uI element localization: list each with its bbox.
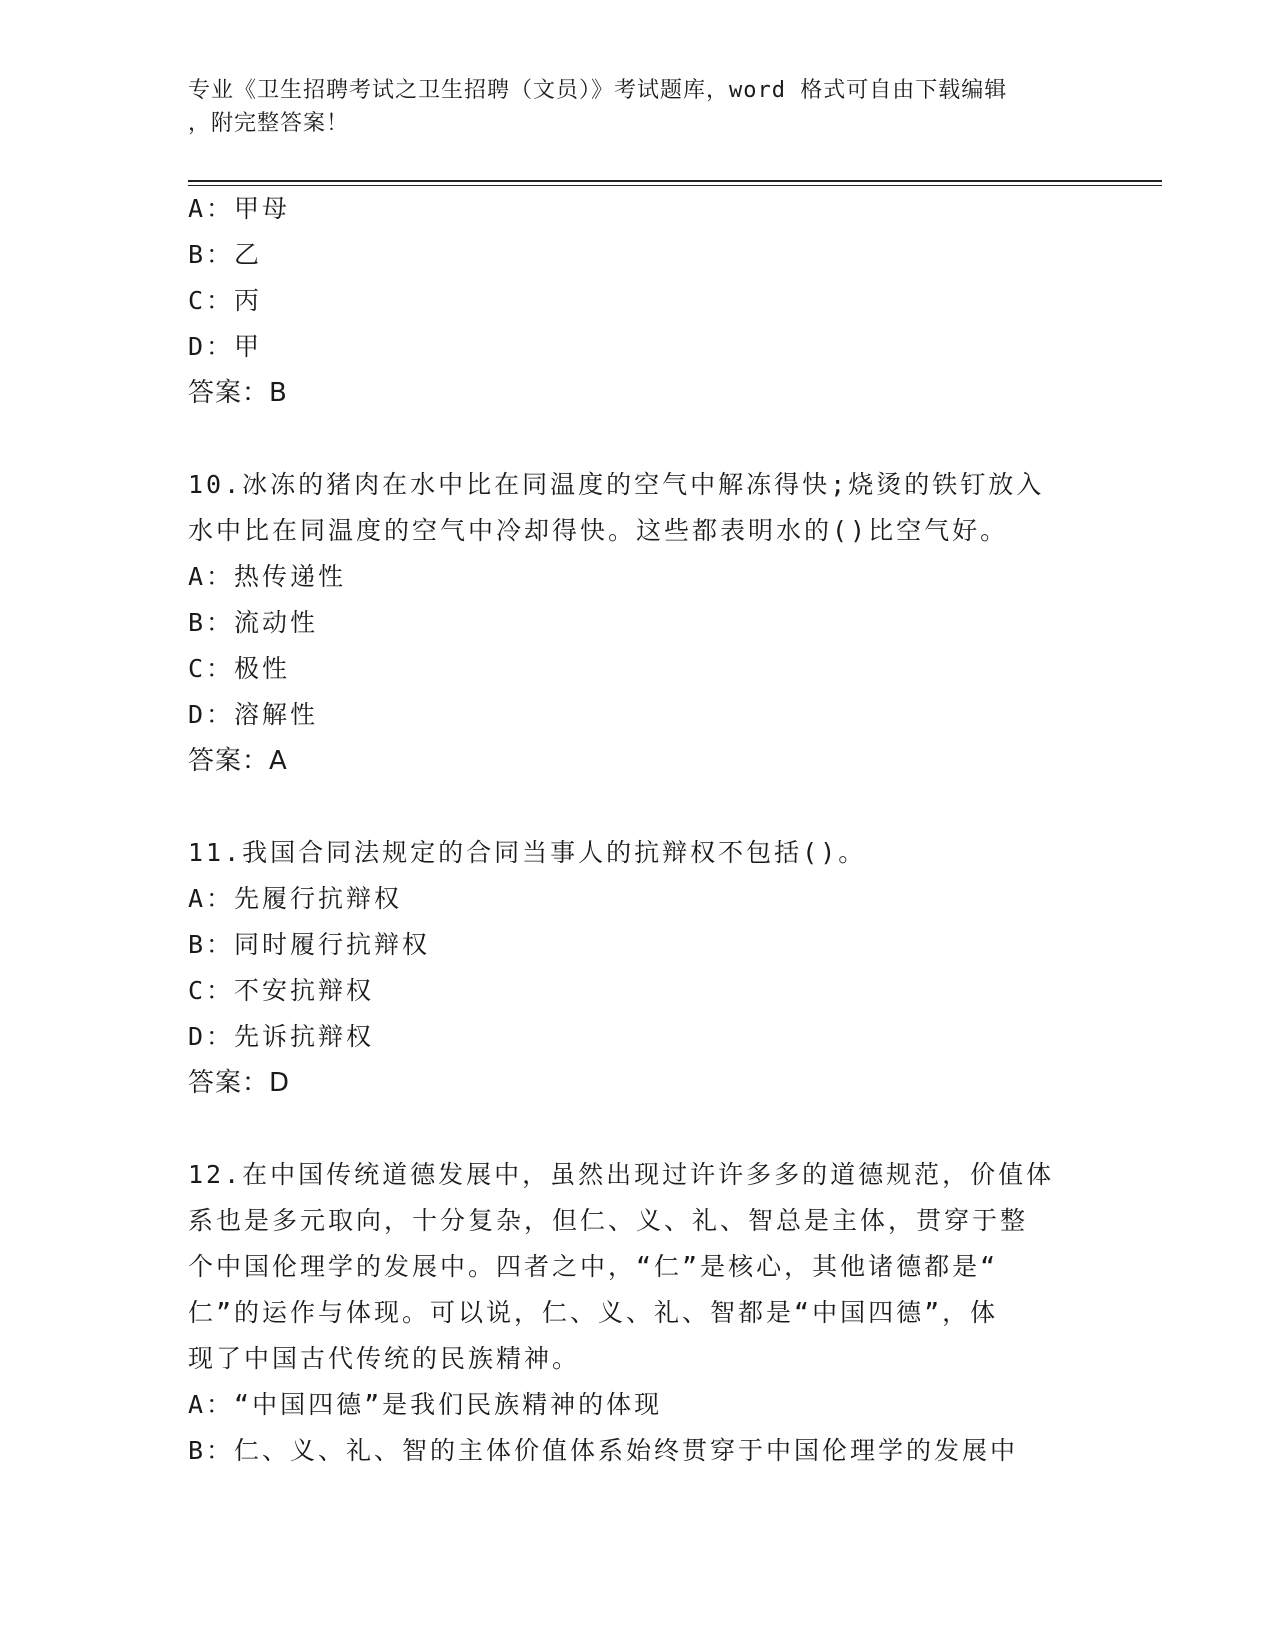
- option-a: A：“中国四德”是我们民族精神的体现: [188, 1390, 663, 1419]
- option-b: B：仁、义、礼、智的主体价值体系始终贯穿于中国伦理学的发展中: [188, 1436, 1019, 1465]
- spacer: [188, 416, 1088, 462]
- option-d: D：先诉抗辩权: [188, 1022, 375, 1051]
- option-b: B：同时履行抗辩权: [188, 930, 431, 959]
- question-text-line: 现了中国古代传统的民族精神。: [188, 1344, 581, 1373]
- option-a: A：甲母: [188, 194, 291, 223]
- answer-label: 答案：B: [188, 378, 288, 408]
- question-text-line: 11.我国合同法规定的合同当事人的抗辩权不包括()。: [188, 838, 867, 867]
- question-text-line: 水中比在同温度的空气中冷却得快。这些都表明水的()比空气好。: [188, 516, 1009, 545]
- question-9: [188, 186, 1088, 416]
- option-b: B：流动性: [188, 608, 319, 637]
- question-10: [188, 462, 1088, 784]
- option-c: C：不安抗辩权: [188, 976, 375, 1005]
- question-text-line: 10.冰冻的猪肉在水中比在同温度的空气中解冻得快;烧烫的铁钉放入: [188, 470, 1045, 499]
- question-text-line: 12.在中国传统道德发展中，虽然出现过许许多多的道德规范，价值体: [188, 1160, 1055, 1189]
- option-c: C：极性: [188, 654, 291, 683]
- spacer: [188, 784, 1088, 830]
- header-line-2: ，附完整答案！: [188, 111, 350, 136]
- question-text-line: 个中国伦理学的发展中。四者之中，“仁”是核心，其他诸德都是“: [188, 1252, 999, 1281]
- option-d: D：溶解性: [188, 700, 319, 729]
- question-12: [188, 1152, 1088, 1474]
- question-text-line: 仁”的运作与体现。可以说，仁、义、礼、智都是“中国四德”，体: [188, 1298, 999, 1327]
- spacer: [188, 1106, 1088, 1152]
- document-header: [188, 74, 1068, 140]
- answer-label: 答案：A: [188, 746, 288, 776]
- option-a: A：先履行抗辩权: [188, 884, 403, 913]
- question-list: [188, 186, 1088, 1474]
- option-d: D：甲: [188, 332, 263, 361]
- header-line-1: 专业《卫生招聘考试之卫生招聘（文员）》考试题库，word 格式可自由下载编辑: [188, 78, 1008, 103]
- question-11: [188, 830, 1088, 1106]
- option-c: C：丙: [188, 286, 263, 315]
- option-a: A：热传递性: [188, 562, 347, 591]
- option-b: B：乙: [188, 240, 263, 269]
- answer-label: 答案：D: [188, 1068, 291, 1098]
- question-text-line: 系也是多元取向，十分复杂，但仁、义、礼、智总是主体，贯穿于整: [188, 1206, 1029, 1235]
